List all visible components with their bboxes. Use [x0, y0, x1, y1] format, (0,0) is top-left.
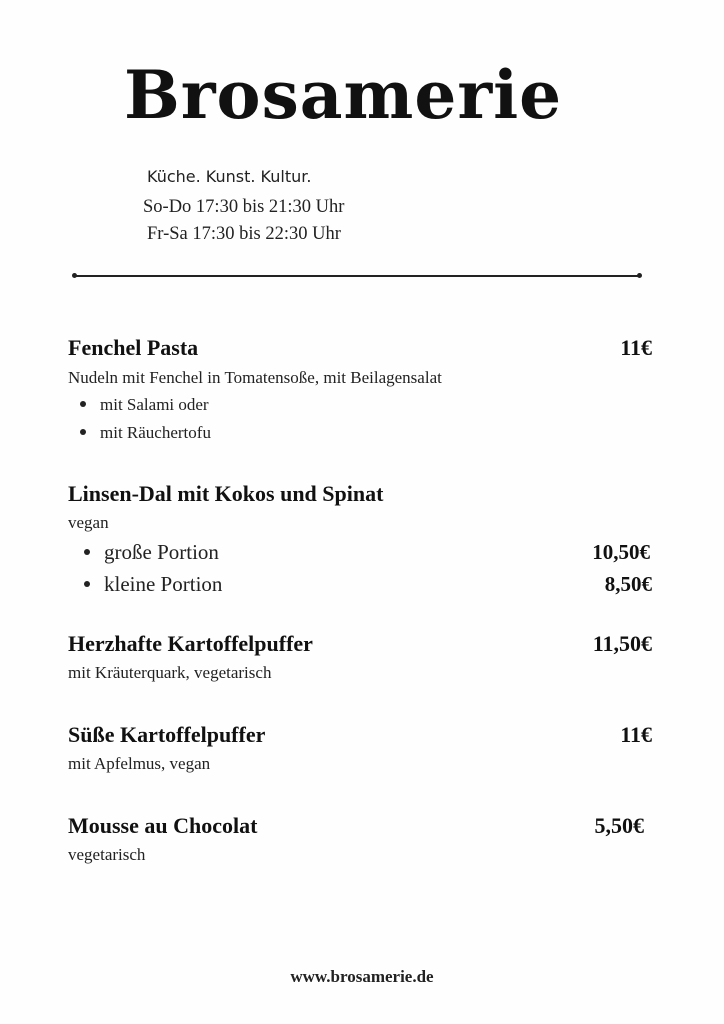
dish-price: 11€ [620, 722, 652, 747]
dish-title: Mousse au Chocolat [68, 813, 258, 838]
dish-option [84, 572, 222, 597]
dish-option-label: mit Räuchertofu [100, 423, 211, 442]
dish-option-label: kleine Portion [104, 572, 223, 596]
opening-hours-weekday: So-Do 17:30 bis 21:30 Uhr [143, 197, 345, 217]
dish-description: mit Kräuterquark, vegetarisch [68, 663, 272, 682]
bullet-icon [80, 429, 86, 435]
dish-option [80, 395, 209, 415]
brand-logo: Brosamerie [124, 56, 563, 134]
dish-option-price: 10,50€ [592, 540, 650, 564]
dish-description: mit Apfelmus, vegan [68, 754, 211, 773]
dish-price: 11,50€ [592, 631, 652, 656]
dish-title: Herzhafte Kartoffelpuffer [68, 631, 313, 656]
dish-option-label: große Portion [104, 540, 219, 564]
dish-option-price: 8,50€ [604, 572, 652, 596]
dish-option [84, 540, 219, 565]
dish-price: 11€ [620, 335, 652, 360]
website-link[interactable]: www.brosamerie.de [290, 967, 434, 986]
dish-option-label: mit Salami oder [100, 395, 209, 414]
dish-description: vegan [68, 513, 109, 532]
opening-hours-weekend: Fr-Sa 17:30 bis 22:30 Uhr [147, 224, 341, 244]
dish-description: Nudeln mit Fenchel in Tomatensoße, mit Beilagensalat [68, 368, 442, 387]
dish-title: Süße Kartoffelpuffer [68, 722, 266, 747]
dish-description: vegetarisch [68, 845, 146, 864]
header-divider [74, 275, 640, 277]
bullet-icon [84, 581, 90, 587]
dish-option [80, 423, 211, 443]
bullet-icon [80, 401, 86, 407]
dish-price: 5,50€ [594, 813, 644, 838]
bullet-icon [84, 549, 90, 555]
dish-title: Fenchel Pasta [68, 335, 199, 360]
tagline: Küche. Kunst. Kultur. [147, 167, 312, 186]
dish-title: Linsen-Dal mit Kokos und Spinat [68, 481, 384, 506]
